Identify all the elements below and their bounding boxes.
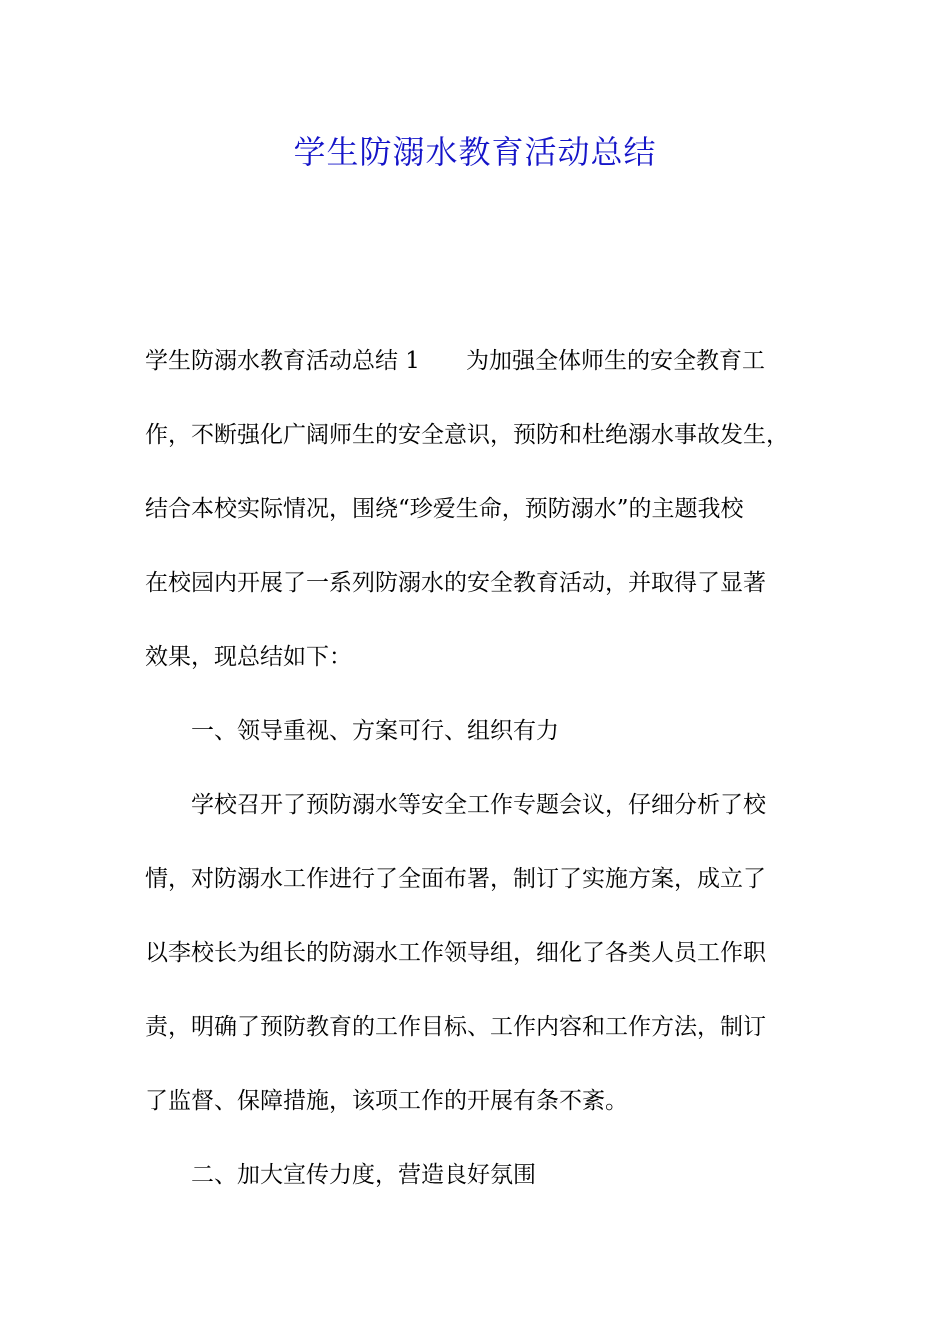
- paragraph-line: [145, 336, 825, 386]
- paragraph-line: 学校召开了预防溺水等安全工作专题会议，仔细分析了校: [191, 792, 766, 818]
- section-heading-two: 二、加大宣传力度，营造良好氛围: [191, 1162, 536, 1188]
- paragraph-line: 以李校长为组长的防溺水工作领导组，细化了各类人员工作职: [145, 940, 766, 966]
- paragraph-text: 为加强全体师生的安全教育工: [465, 348, 765, 374]
- paragraph-line: 作，不断强化广阔师生的安全意识，预防和杜绝溺水事故发生，: [145, 422, 789, 448]
- paragraph-line: 结合本校实际情况，围绕“珍爱生命，预防溺水”的主题我校: [145, 496, 744, 522]
- paragraph-line: 责，明确了预防教育的工作目标、工作内容和工作方法，制订: [145, 1014, 766, 1040]
- paragraph-line: 了监督、保障措施，该项工作的开展有条不紊。: [145, 1088, 628, 1114]
- document-body: [145, 336, 825, 1224]
- paragraph-line: 情，对防溺水工作进行了全面布署，制订了实施方案，成立了: [145, 866, 766, 892]
- paragraph-line: 在校园内开展了一系列防溺水的安全教育活动，并取得了显著: [145, 570, 766, 596]
- section-heading-inline: 学生防溺水教育活动总结 1: [145, 348, 420, 374]
- document-title: 学生防溺水教育活动总结: [293, 133, 657, 171]
- paragraph-line: 效果，现总结如下：: [145, 644, 352, 670]
- section-heading-one: 一、领导重视、方案可行、组织有力: [191, 718, 559, 744]
